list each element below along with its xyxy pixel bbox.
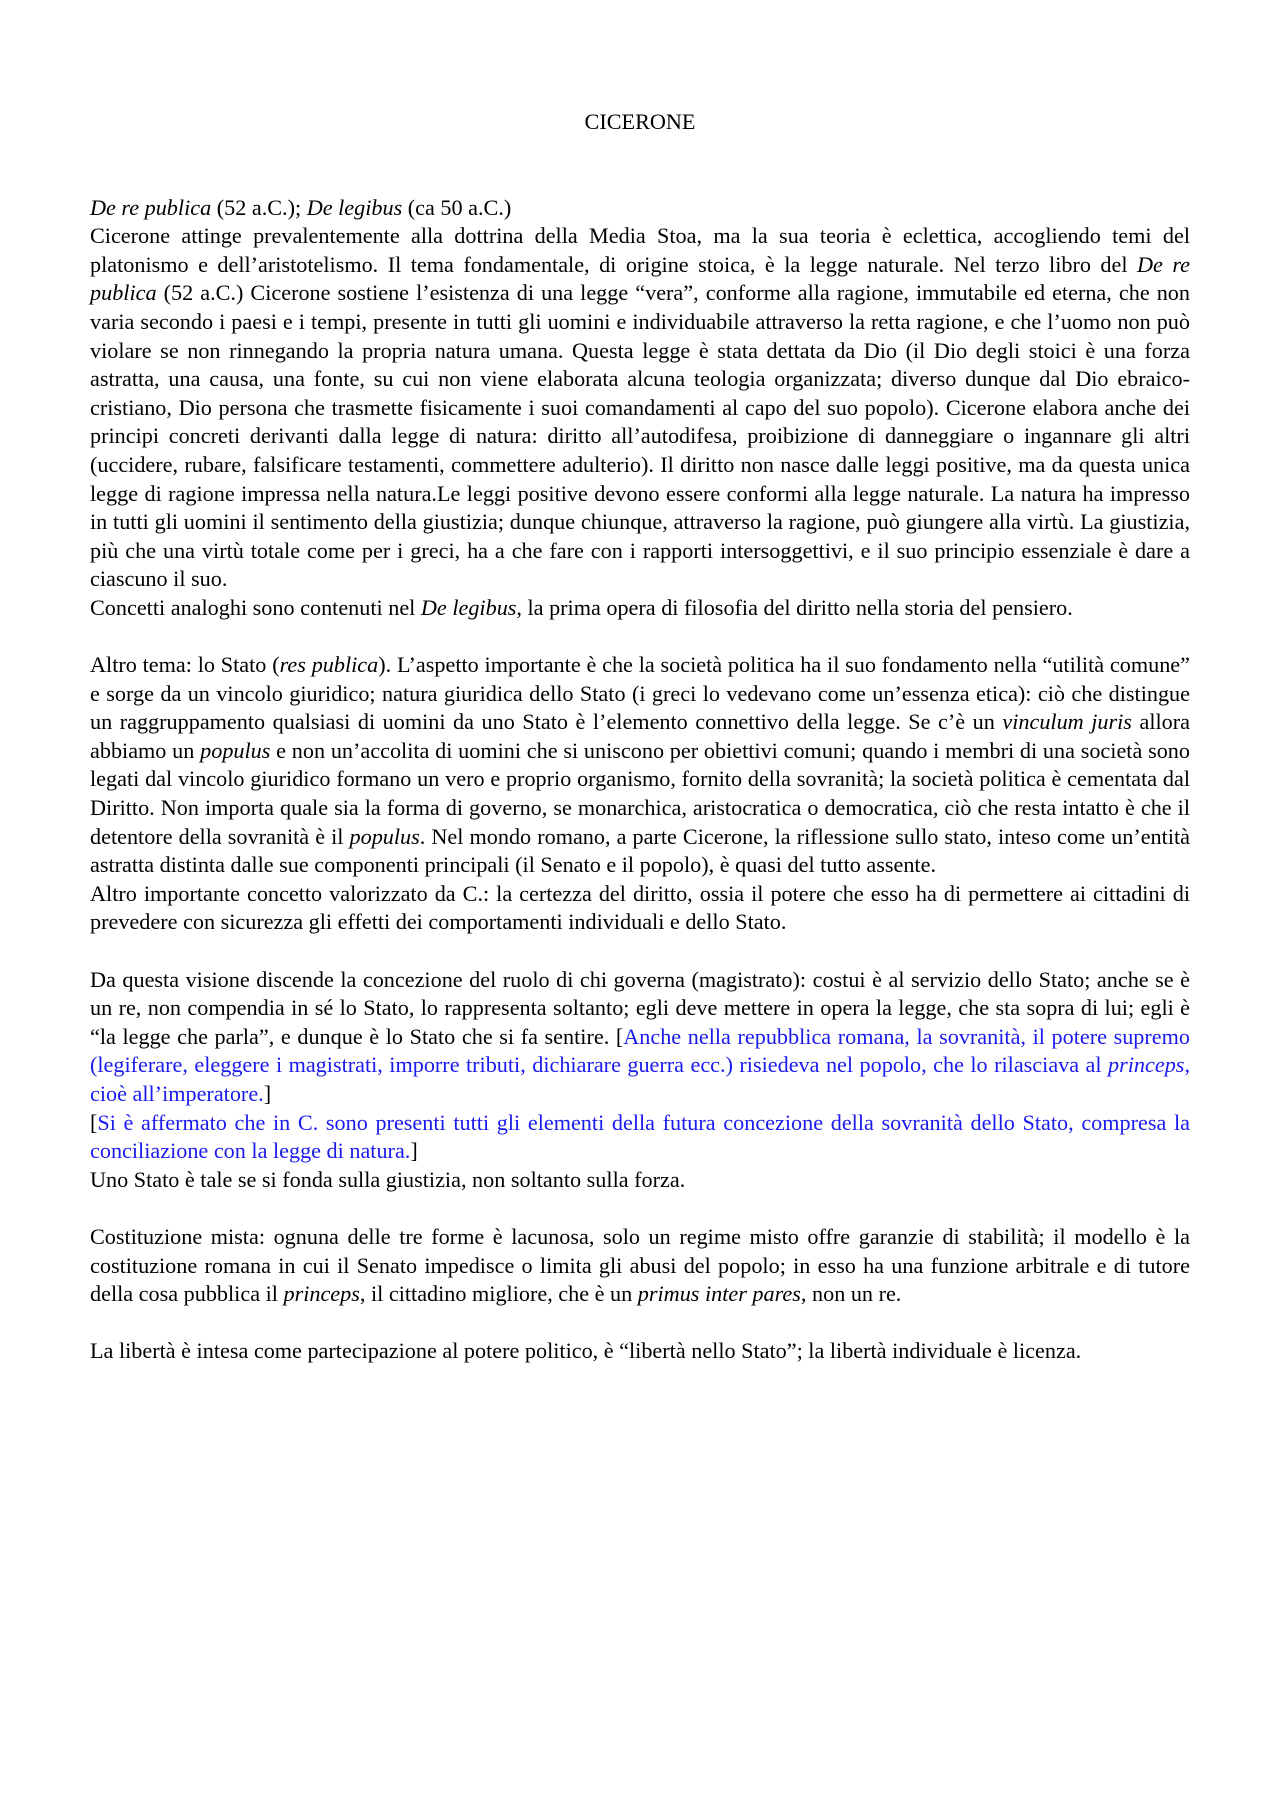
blue-note: Anche nella repubblica romana, la sovranità, il potere supremo (legiferare, eleggere i magistrati, imporre tributi, dichiarare guerra ecc.) risiedeva nel popolo, che lo rilasciava al	[90, 1023, 1190, 1078]
paragraph-certezza: Altro importante concetto valorizzato da C.: la certezza del diritto, ossia il potere che esso ha di permettere ai cittadini di prevedere con sicurezza gli effetti dei comportamenti individuali e dello Stato.	[90, 880, 1190, 935]
paragraph-liberta: La libertà è intesa come partecipazione al potere politico, è “libertà nello Stato”; la libertà individuale è licenza.	[90, 1338, 1082, 1364]
page-title: CICERONE	[584, 109, 696, 134]
blue-note: Si è affermato che in C. sono presenti tutti gli elementi della futura concezione della sovranità dello Stato, compresa la conciliazione con la legge di natura.	[90, 1109, 1190, 1164]
document-body	[90, 108, 1190, 1366]
work-title: De legibus	[306, 194, 403, 220]
paragraph-stato: Altro tema: lo Stato (res publica). L’aspetto importante è che la società politica ha il suo fondamento nella “utilità comune” e sorge da un vincolo giuridico; natura giuridica dello Stato (i greci lo vedevano come un’essenza etica): ciò che distingue un raggruppamento qualsiasi di uomini da uno Stato è l’elemento connettivo della legge. Se c’è un vinculum juris allora abbiamo un populus e non un’accolita di uomini che si uniscono per obiettivi comuni; quando i membri di una società sono legati dal vincolo giuridico formano un vero e proprio organismo, fornito della sovranità; la società politica è cementata dal Diritto. Non importa quale sia la forma di governo, se monarchica, aristocratica o democratica, ciò che resta intatto è che il detentore della sovranità è il populus. Nel mondo romano, a parte Cicerone, la riflessione sullo stato, inteso come un’entità astratta distinta dalle sue componenti principali (il Senato e il popolo), è quasi del tutto assente.	[90, 652, 1190, 878]
paragraph-gap	[90, 1194, 1190, 1223]
paragraph-sovranita-note: [Si è affermato che in C. sono presenti tutti gli elementi della futura concezione della sovranità dello Stato, compresa la conciliazione con la legge di natura.]	[90, 1109, 1190, 1164]
paragraph-natural-law: Cicerone attinge prevalentemente alla dottrina della Media Stoa, ma la sua teoria è eclettica, accogliendo temi del platonismo e dell’aristotelismo. Il tema fondamentale, di origine stoica, è la legge naturale. Nel terzo libro del De re publica (52 a.C.) Cicerone sostiene l’esistenza di una legge “vera”, conforme alla ragione, immutabile ed eterna, che non varia secondo i paesi e i tempi, presente in tutti gli uomini e individuabile attraverso la retta ragione, e che l’uomo non può violare se non rinnegando la propria natura umana. Questa legge è stata dettata da Dio (il Dio degli stoici è una forza astratta, una causa, una fonte, su cui non viene elaborata alcuna teologia organizzata; diverso dunque dal Dio ebraico-cristiano, Dio persona che trasmette fisicamente i suoi comandamenti al capo del suo popolo). Cicerone elabora anche dei principi concreti derivanti dalla legge di natura: diritto all’autodifesa, proibizione di danneggiare o ingannare gli altri (uccidere, rubare, falsificare testamenti, commettere adulterio). Il diritto non nasce dalle leggi positive, ma da questa unica legge di ragione impressa nella natura.Le leggi positive devono essere conformi alla legge naturale. La natura ha impresso in tutti gli uomini il sentimento della giustizia; dunque chiunque, attraverso la ragione, può giungere alla virtù. La giustizia, più che una virtù totale come per i greci, ha a che fare con i rapporti intersoggettivi, e il suo principio essenziale è dare a ciascuno il suo.	[90, 223, 1190, 592]
works-line: De re publica (52 a.C.); De legibus (ca 50 a.C.)	[90, 194, 512, 220]
paragraph-magistrato: Da questa visione discende la concezione del ruolo di chi governa (magistrato): costui è al servizio dello Stato; anche se è un re, non compendia in sé lo Stato, lo rappresenta soltanto; egli deve mettere in opera la legge, che sta sopra di lui; egli è “la legge che parla”, e dunque è lo Stato che si fa sentire. [Anche nella repubblica romana, la sovranità, il potere supremo (legiferare, eleggere i magistrati, imporre tributi, dichiarare guerra ecc.) risiedeva nel popolo, che lo rilasciava al princeps, cioè all’imperatore.]	[90, 966, 1190, 1106]
paragraph-costituzione-mista: Costituzione mista: ognuna delle tre forme è lacunosa, solo un regime misto offre garanzie di stabilità; il modello è la costituzione romana in cui il Senato impedisce o limita gli abusi del popolo; in esso ha una funzione arbitrale e di tutore della cosa pubblica il princeps, il cittadino migliore, che è un primus inter pares, non un re.	[90, 1223, 1190, 1307]
paragraph-gap	[90, 623, 1190, 652]
paragraph-gap	[90, 1309, 1190, 1338]
paragraph-de-legibus: Concetti analoghi sono contenuti nel De legibus, la prima opera di filosofia del diritto nella storia del pensiero.	[90, 594, 1073, 620]
work-title: De re publica	[90, 194, 212, 220]
paragraph-gap	[90, 937, 1190, 966]
paragraph-giustizia: Uno Stato è tale se si fonda sulla giustizia, non soltanto sulla forza.	[90, 1166, 686, 1192]
